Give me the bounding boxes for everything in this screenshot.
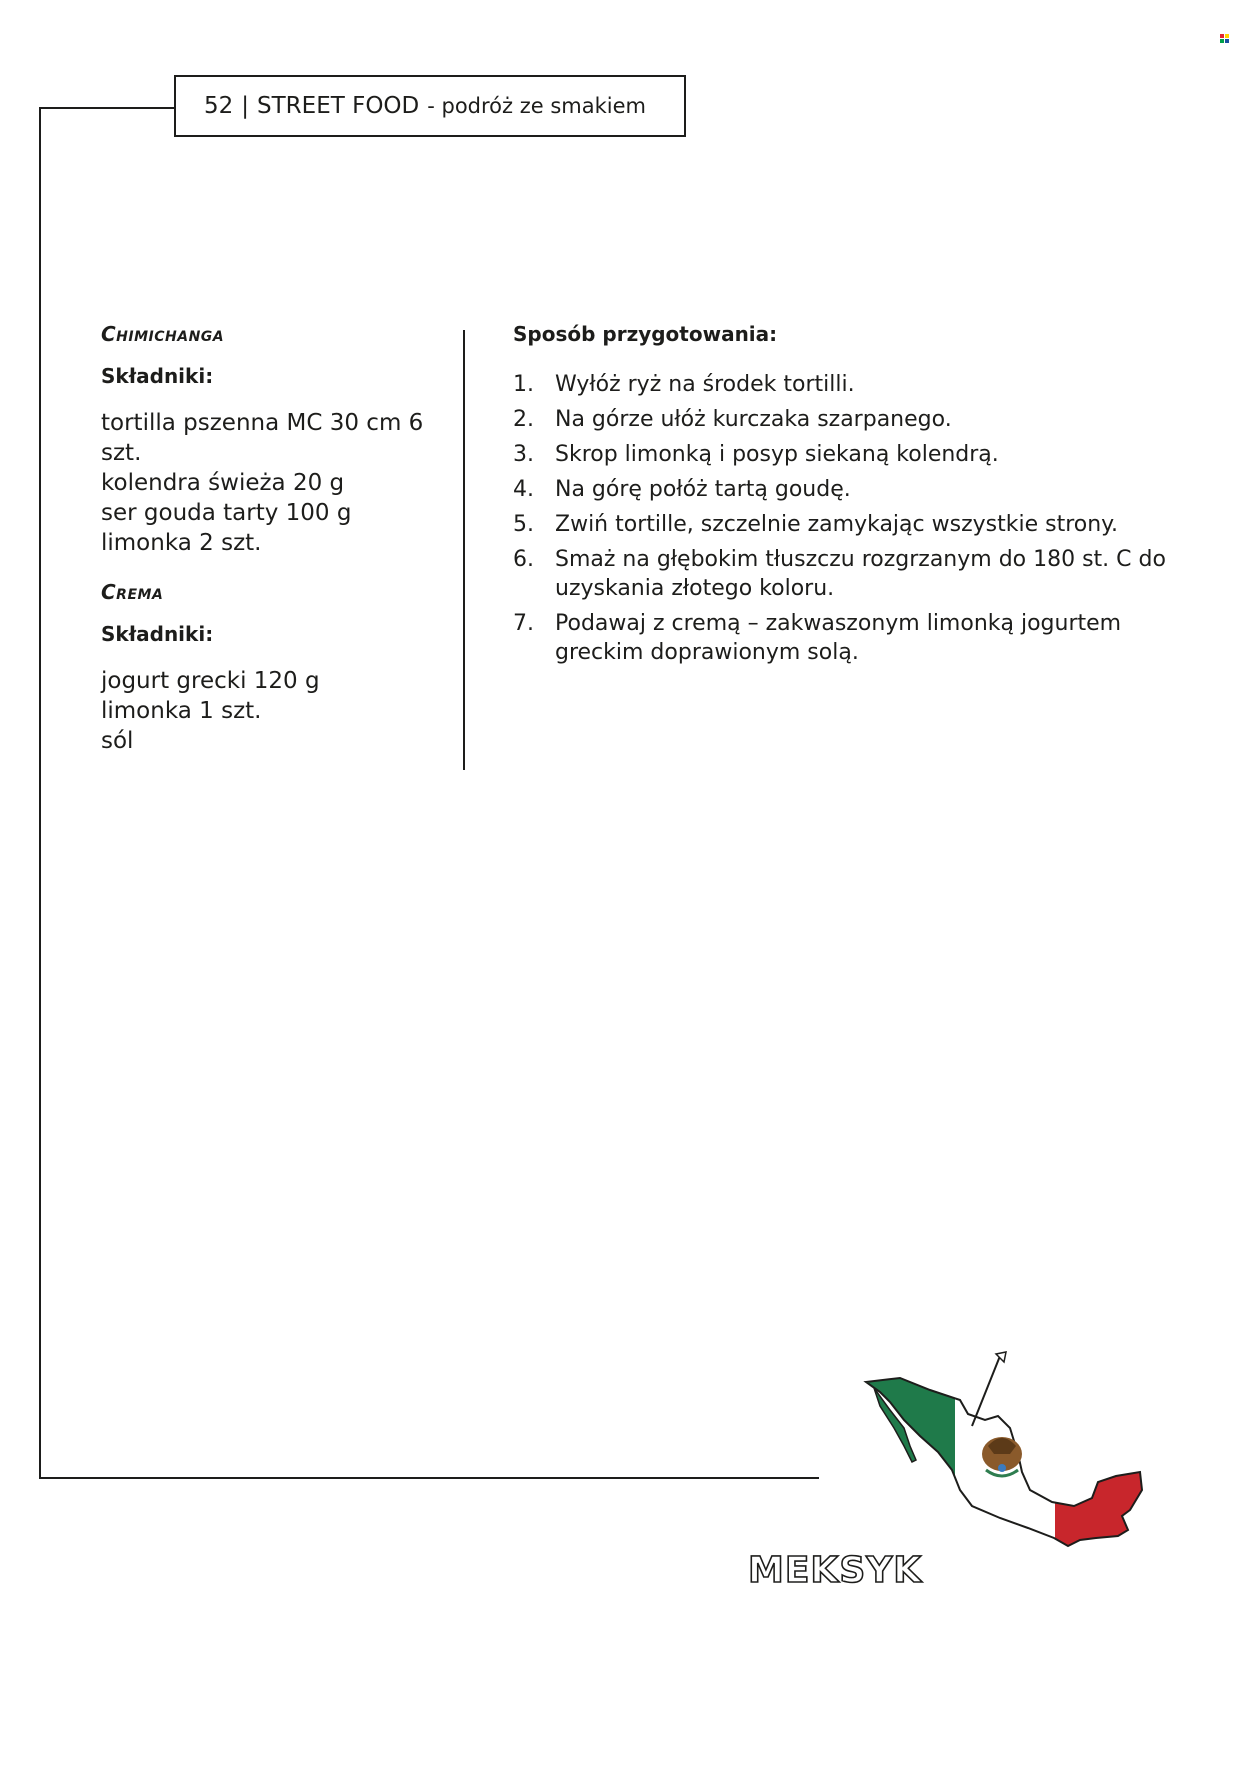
color-registration-icon xyxy=(1220,34,1229,43)
method-step xyxy=(513,609,1173,667)
step-number: 1. xyxy=(513,372,534,397)
method-step xyxy=(513,405,1173,434)
step-number: 4. xyxy=(513,477,534,502)
step-text: Na górę połóż tartą goudę. xyxy=(555,477,851,502)
recipe-name: Chimichanga xyxy=(101,322,225,346)
frame-bottom-line xyxy=(39,1477,819,1479)
header-subtitle: - podróż ze smakiem xyxy=(427,94,646,118)
step-number: 3. xyxy=(513,442,534,467)
recipe-ingredients-label: Składniki: xyxy=(101,364,214,388)
step-text: Na górze ułóż kurczaka szarpanego. xyxy=(555,407,952,432)
ingredient-item: tortilla pszenna MC 30 cm 6 szt. xyxy=(101,410,424,466)
country-label: MEKSYK xyxy=(748,1550,923,1591)
method-step xyxy=(513,475,1173,504)
step-number: 7. xyxy=(513,611,534,636)
ingredients-column xyxy=(101,322,461,778)
method-step xyxy=(513,370,1173,399)
ingredient-item: sól xyxy=(101,728,134,754)
frame-left-line xyxy=(39,107,41,1479)
page-number: 52 xyxy=(204,93,234,119)
column-divider xyxy=(463,330,465,770)
ingredient-item: kolendra świeża 20 g xyxy=(101,470,345,496)
step-number: 2. xyxy=(513,407,534,432)
step-text: Smaż na głębokim tłuszczu rozgrzanym do 180 st. C do uzyskania złotego koloru. xyxy=(555,547,1166,601)
method-step xyxy=(513,545,1173,603)
step-text: Wyłóż ryż na środek tortilli. xyxy=(555,372,855,397)
header-separator: | xyxy=(241,93,250,119)
step-number: 6. xyxy=(513,547,534,572)
crema-ingredients-label: Składniki: xyxy=(101,622,214,646)
step-text: Zwiń tortille, szczelnie zamykając wszystkie strony. xyxy=(555,512,1119,537)
ingredient-item: limonka 2 szt. xyxy=(101,530,262,556)
toothpick-icon xyxy=(972,1352,1006,1426)
ingredient-item: limonka 1 szt. xyxy=(101,698,262,724)
method-column xyxy=(513,322,1173,673)
ingredient-item: jogurt grecki 120 g xyxy=(101,668,320,694)
crema-name: Crema xyxy=(101,580,164,604)
step-number: 5. xyxy=(513,512,534,537)
flag-green-band xyxy=(860,1350,955,1570)
recipe-ingredient-list xyxy=(101,408,461,558)
method-steps xyxy=(513,370,1173,667)
step-text: Podawaj z cremą – zakwaszonym limonką jogurtem greckim doprawionym solą. xyxy=(555,611,1122,665)
mexico-flag-map-icon xyxy=(860,1350,1150,1570)
frame-top-line xyxy=(39,107,175,109)
step-text: Skrop limonką i posyp siekaną kolendrą. xyxy=(555,442,999,467)
mexico-map-illustration xyxy=(860,1350,1150,1570)
method-label: Sposób przygotowania: xyxy=(513,322,778,346)
crema-ingredient-list xyxy=(101,666,461,756)
ingredient-item: ser gouda tarty 100 g xyxy=(101,500,352,526)
coat-of-arms-icon xyxy=(982,1437,1022,1476)
method-step xyxy=(513,440,1173,469)
header-title: STREET FOOD xyxy=(257,93,420,119)
page-header xyxy=(174,75,686,137)
method-step xyxy=(513,510,1173,539)
